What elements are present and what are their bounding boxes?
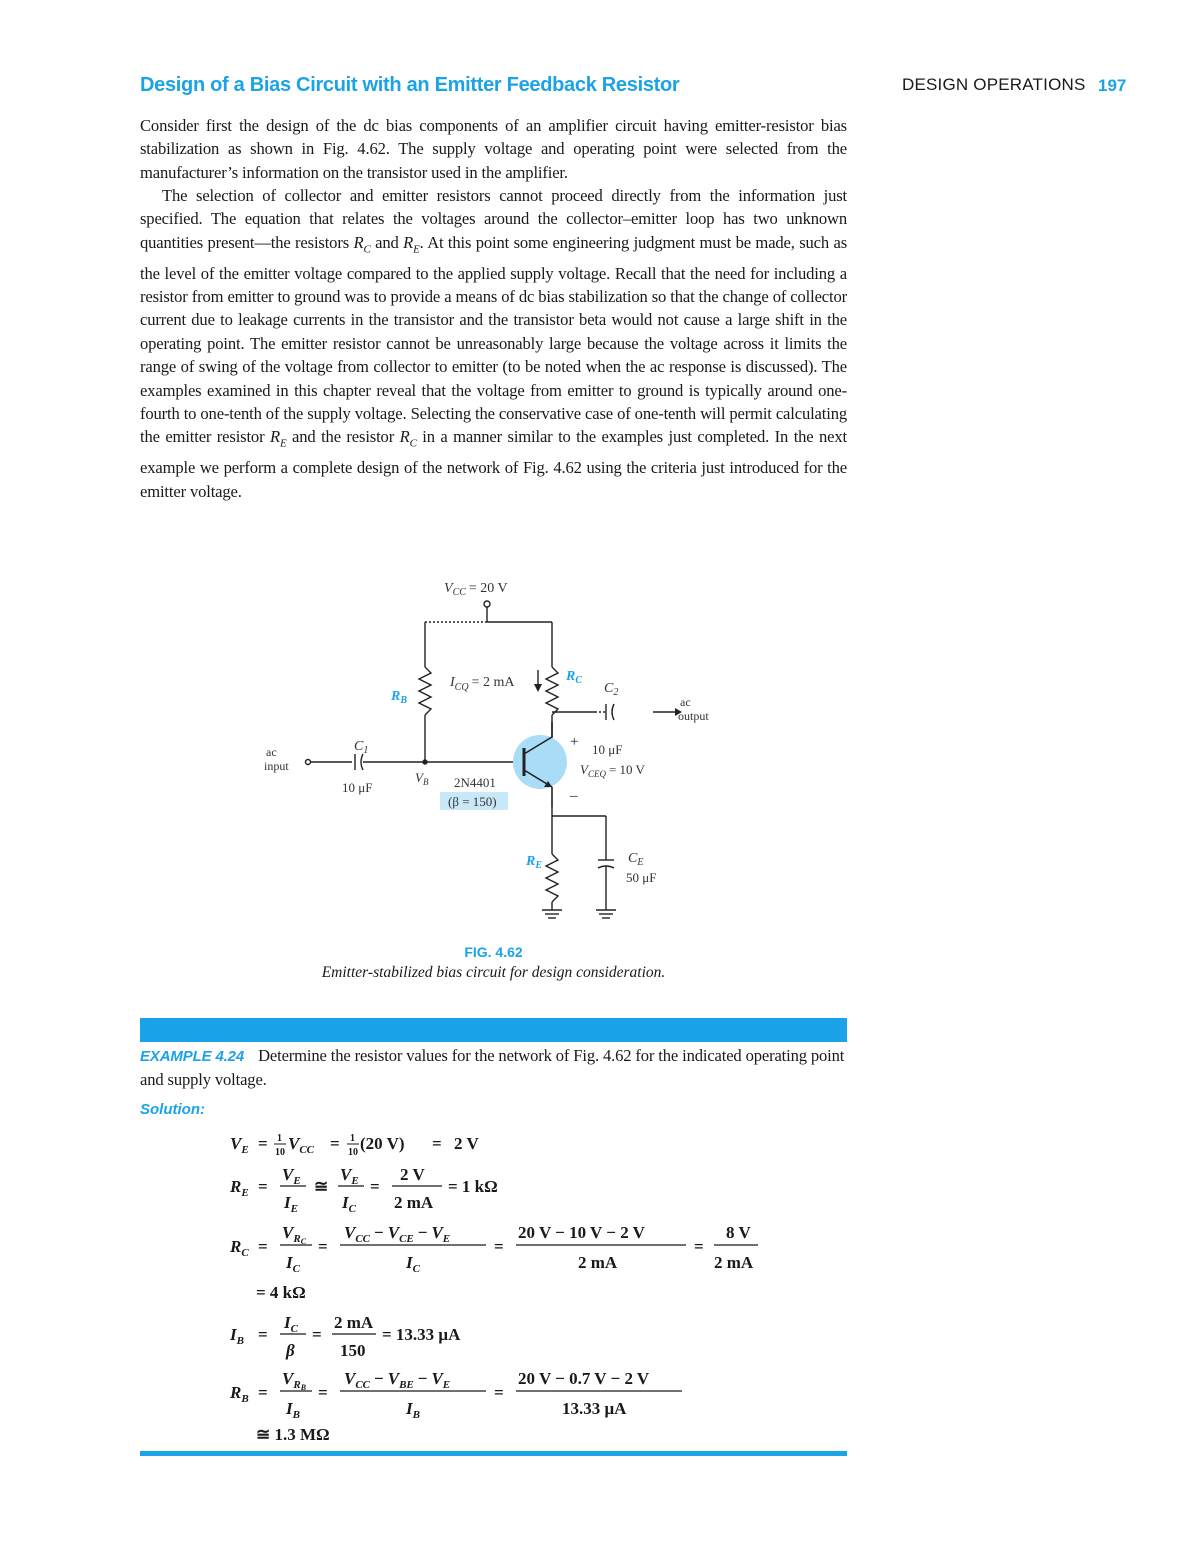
figure-label: FIG. 4.62 [464,944,523,960]
paragraph-1: Consider first the design of the dc bias components of an amplifier circuit having emitter-resistor bias stabilization as shown in Fig. 4.62. The supply voltage and operating point were selected from the manufacturer’s information on the transistor used in the amplifier. [140,116,847,182]
svg-text:2 mA: 2 mA [334,1313,374,1332]
equation-rb [229,1369,682,1444]
svg-text:=: = [494,1237,504,1256]
beta-label: (β = 150) [448,794,497,809]
svg-text:IB: $I_B$ [406,1399,420,1421]
rc-resistor [546,667,558,715]
svg-text:IC: $I_C$ [284,1313,298,1335]
svg-text:2 mA: 2 mA [714,1253,754,1272]
svg-text:=: = [258,1134,268,1153]
figure-caption: Emitter-stabilized bias circuit for design consideration. [321,964,666,981]
solution-equations [200,1118,820,1448]
solution-label: Solution: [140,1101,205,1118]
page-number: 197 [1098,76,1127,95]
svg-text:VCC−VBE−VE: $V_{CC} - V_{BE} - V_E$ [344,1369,451,1391]
svg-text:=: = [258,1177,268,1196]
re-resistor [546,854,558,902]
svg-text:2 mA: 2 mA [394,1193,434,1212]
svg-text:= 1 kΩ: = 1 kΩ [448,1177,498,1196]
symbol-rc-2: $R_C$ [399,427,417,450]
rb-resistor [419,667,431,715]
equation-ve [230,1133,479,1158]
svg-text:2 V: 2 V [454,1134,479,1153]
svg-text:=: = [318,1237,328,1256]
c2-label: $C_2$ [604,681,619,698]
example-label: EXAMPLE 4.24 [140,1048,245,1065]
svg-text:IB: $I_B$ [230,1325,244,1347]
vceq-label: $V_{CEQ} = 10$ V [580,762,645,779]
minus-sign: – [570,788,578,804]
input-terminal [306,760,311,765]
svg-text:IC: $I_C$ [342,1193,356,1215]
c1-plate-2 [361,754,363,770]
svg-text:β: β [286,1341,295,1360]
svg-text:VRB: $V_RB$ [282,1369,307,1392]
example-statement [140,1044,847,1091]
transistor-body [513,735,567,789]
equation-re [229,1165,498,1215]
svg-text:(20 V): (20 V) [360,1134,405,1153]
svg-text:=: = [258,1383,268,1402]
svg-text:=: = [370,1177,380,1196]
svg-text:VE: $V_E$ [282,1165,301,1187]
svg-text:= 4 kΩ: = 4 kΩ [256,1283,306,1302]
icq-label: $I_{CQ} = 2$ mA [450,675,515,693]
paragraph-2: The selection of collector and emitter resistors cannot proceed directly from the information just specified. The equation that relates the voltages around the collector–emitter loop has two unknown quantities present—the resistors $R_C$ and $R_E$. At this point some engineering judgment must be made, such as the level of the emitter voltage compared to the applied supply voltage. Recall that the need for including a resistor from emitter to ground was to provide a means of dc bias stabilization so that the change of collector current due to leakage currents in the transistor and the transistor beta would not cause a large shift in the operating point. The emitter resistor cannot be unreasonably large because the voltage across it limits the range of swing of the voltage from collector to emitter (to be noted when the ac response is discussed). The examples examined in this chapter reveal that the voltage from emitter to ground is typically around one-fourth to one-tenth of the supply voltage. Selecting the conservative case of one-tenth will permit calculating the emitter resistor $R_E$ and the resistor $R_C$ in a manner similar to the examples just completed. In the next example we perform a complete design of the network of Fig. 4.62 using the criteria just introduced for the emitter voltage. [140,186,848,501]
plus-sign: + [570,734,579,750]
svg-text:≅: ≅ [314,1177,329,1196]
svg-text:VCC: $V_{CC}$ [288,1134,315,1156]
svg-text:=: = [258,1325,268,1344]
svg-text:VE: $V_E$ [340,1165,359,1187]
svg-text:10: 10 [348,1147,358,1158]
paragraph-2-text: The selection of collector and emitter resistors cannot proceed directly from the information just specified. The equation that relates the voltages around the collector–emitter loop has two unknown quantities present—the resistors [140,186,847,252]
ac-input-label-2: input [264,759,289,773]
svg-text:1: 1 [277,1133,282,1144]
re-label: $R_E$ [526,854,543,871]
svg-text:13.33 μA: 13.33 μA [562,1399,627,1418]
symbol-re-2: $R_E$ [269,427,287,450]
svg-text:=: = [258,1237,268,1256]
svg-text:IC: $I_C$ [286,1253,300,1275]
svg-text:20 V − 0.7 V − 2 V: 20 V − 0.7 V − 2 V [518,1369,650,1388]
c1-value: 10 μF [342,780,373,795]
running-head: DESIGN OPERATIONS [902,75,1086,94]
svg-text:RC: $R_C$ [230,1237,249,1259]
svg-text:IE: $I_E$ [284,1193,298,1215]
svg-text:= 13.33 μA: = 13.33 μA [382,1325,461,1344]
equation-rc [229,1223,758,1302]
ac-output-label-2: output [678,709,709,723]
svg-text:=: = [432,1134,442,1153]
svg-text:RB: $R_B$ [230,1383,249,1405]
svg-text:2 V: 2 V [400,1165,425,1184]
vb-label: $V_B$ [415,770,429,787]
svg-text:VCC−VCE−VE: $V_{CC} - V_{CE} - V_E$ [344,1223,451,1245]
svg-text:=: = [318,1383,328,1402]
svg-text:VE: $V_E$ [230,1134,249,1156]
example-text: Determine the resistor values for the network of Fig. 4.62 for the indicated operating point and supply voltage. [140,1046,845,1089]
ac-input-label-1: ac [266,745,277,759]
symbol-rc: $R_C$ [353,232,371,256]
c2-plate-2 [612,704,614,720]
svg-text:RE: $R_E$ [230,1177,249,1199]
example-top-bar [140,1018,847,1042]
section-title: Design of a Bias Circuit with an Emitter Feedback Resistor [140,74,680,96]
transistor-label: 2N4401 [454,775,496,790]
svg-text:20 V − 10 V − 2 V: 20 V − 10 V − 2 V [518,1223,645,1242]
svg-text:=: = [330,1134,340,1153]
svg-text:=: = [494,1383,504,1402]
svg-text:150: 150 [340,1341,366,1360]
equation-ib [229,1313,461,1360]
svg-text:IB: $I_B$ [286,1399,300,1421]
circuit-diagram [250,572,750,932]
symbol-re: $R_E$ [403,232,420,256]
vcc-label: $V_{CC} = 20$ V [444,581,508,598]
vcc-terminal [484,601,490,607]
svg-text:1: 1 [350,1133,355,1144]
c2-value: 10 μF [592,742,623,757]
rc-label: $R_C$ [566,669,583,686]
svg-text:2 mA: 2 mA [578,1253,618,1272]
svg-text:8 V: 8 V [726,1223,751,1242]
ce-value: 50 μF [626,870,657,885]
rb-label: $R_B$ [391,689,408,706]
c1-label: $C_1$ [354,739,369,756]
svg-text:=: = [694,1237,704,1256]
svg-text:VRC: $V_RC$ [282,1223,307,1246]
svg-text:IC: $I_C$ [406,1253,420,1275]
ce-label: $C_E$ [628,851,644,868]
svg-text:10: 10 [275,1147,285,1158]
example-bottom-bar [140,1451,847,1456]
ac-output-label-1: ac [680,695,691,709]
svg-text:≅ 1.3 MΩ: ≅ 1.3 MΩ [256,1425,330,1444]
svg-text:=: = [312,1325,322,1344]
